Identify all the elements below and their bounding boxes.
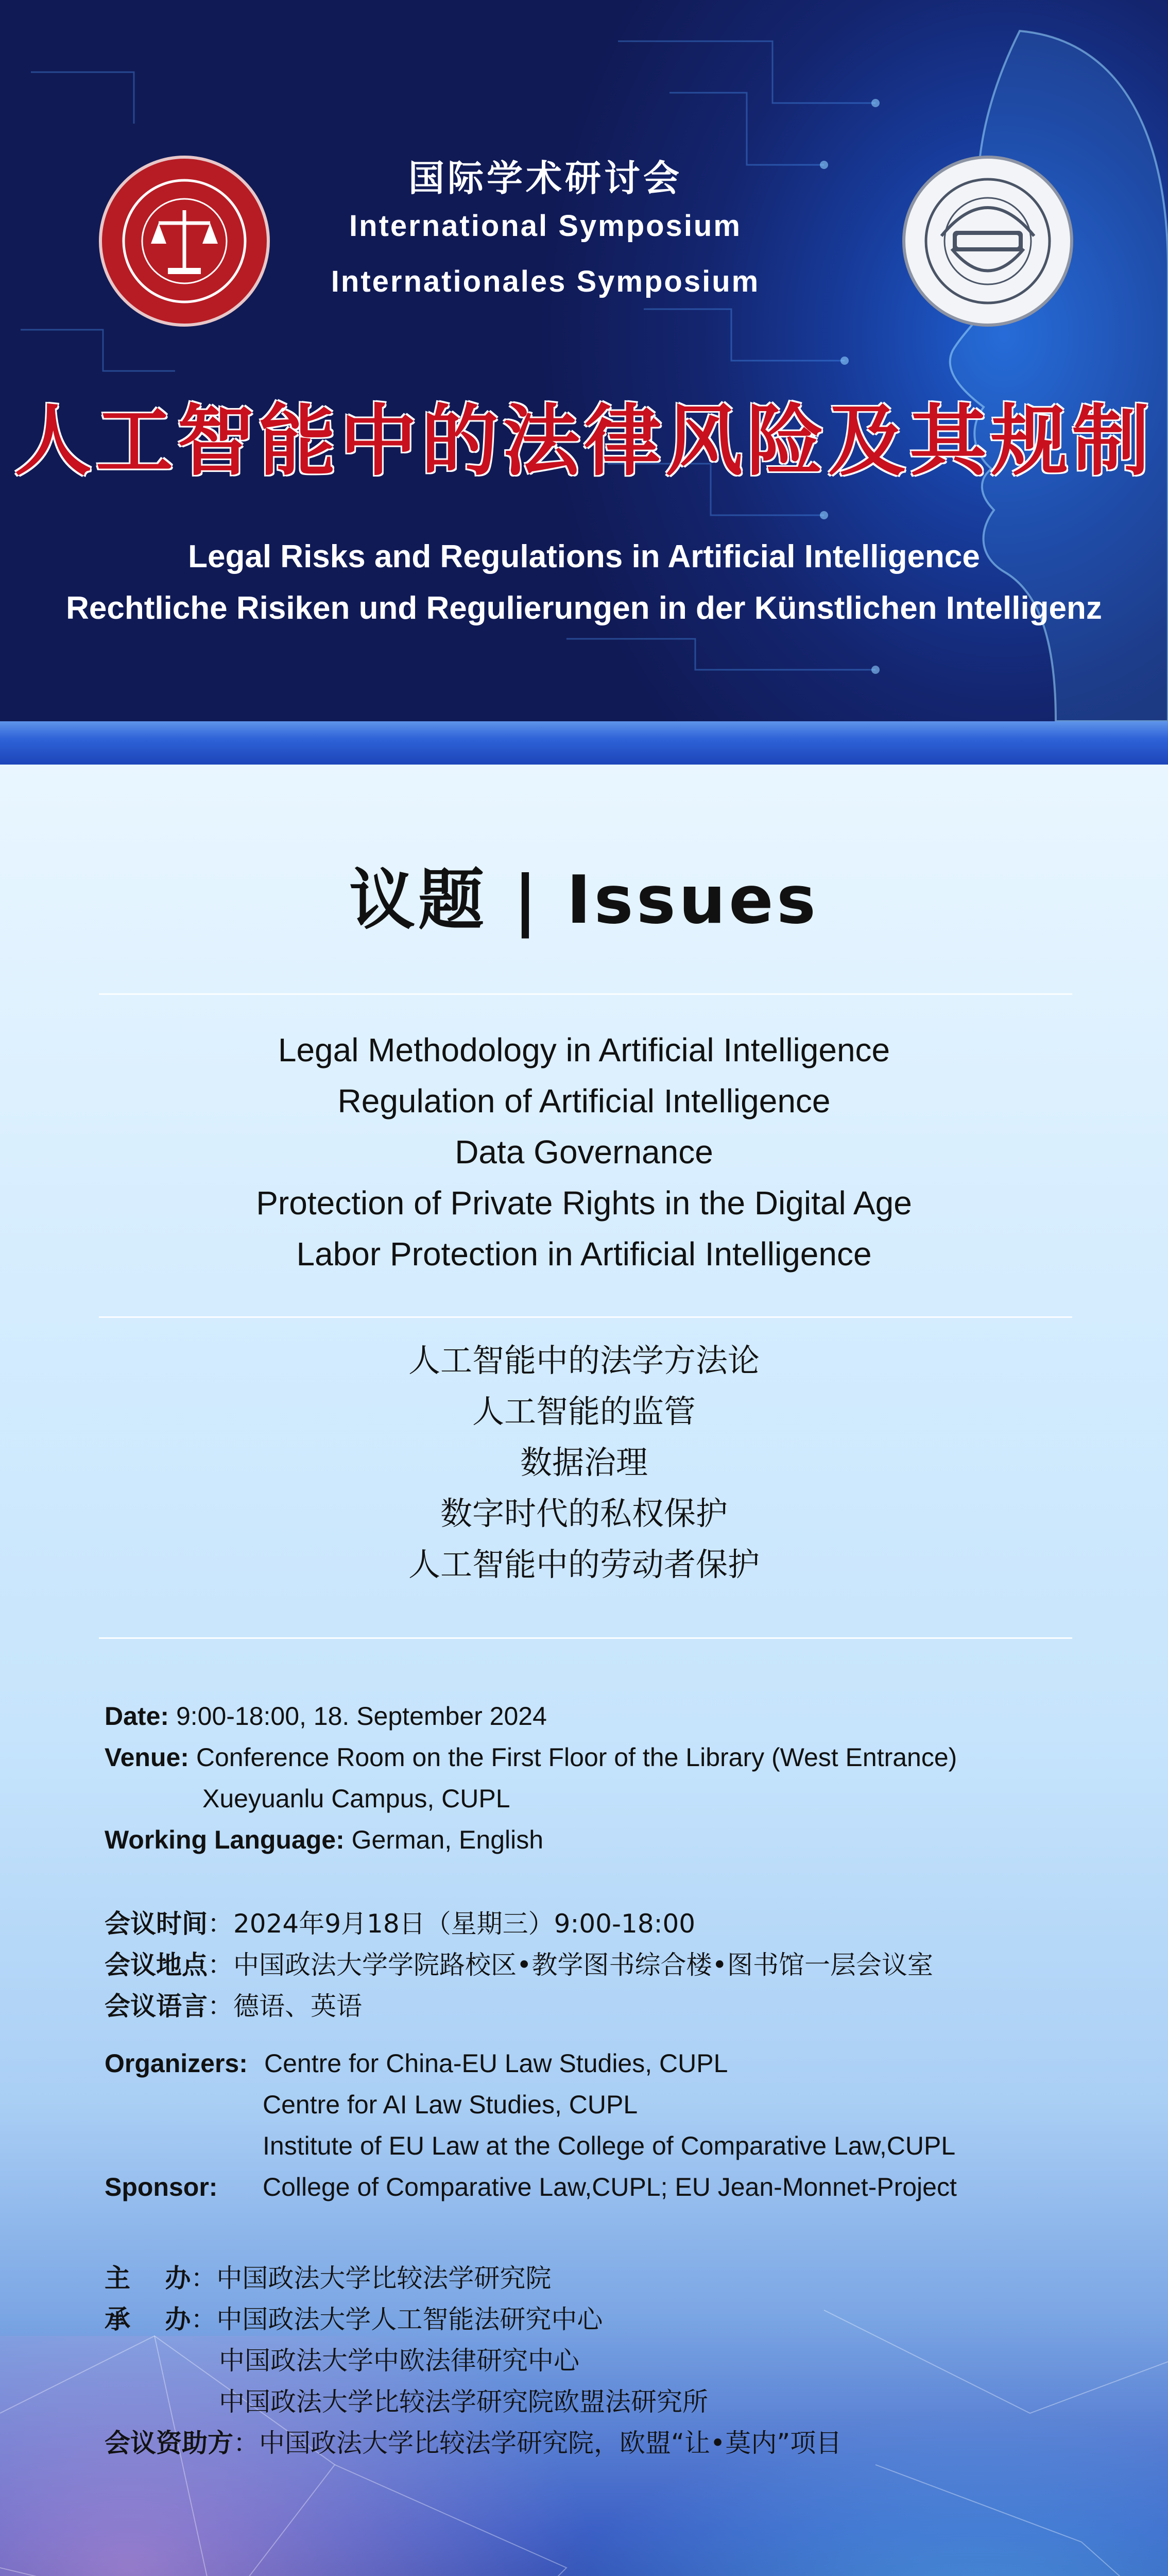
- sponsor-label: Sponsor:: [105, 2173, 218, 2201]
- list-item: Regulation of Artificial Intelligence: [337, 1082, 831, 1120]
- language-label: Working Language:: [105, 1825, 345, 1854]
- subtitle-de: Rechtliche Risiken und Regulierungen in der Künstlichen Intelligenz: [66, 590, 1102, 626]
- divider: [99, 993, 1072, 995]
- sponsor-value: College of Comparative Law,CUPL; EU Jean-Monnet-Project: [263, 2173, 957, 2201]
- funder-label-cn: 会议资助方: [105, 2428, 233, 2458]
- host-label-cn: 主 办: [105, 2263, 191, 2293]
- issues-list-en: [0, 1025, 1168, 1280]
- list-item: 人工智能中的劳动者保护: [408, 1546, 760, 1583]
- header-banner: [0, 0, 1168, 721]
- organizers-label: Organizers:: [105, 2049, 248, 2078]
- co-organizer-value-cn: ：中国政法大学人工智能法研究中心: [191, 2304, 603, 2334]
- list-item: 人工智能中的法学方法论: [408, 1342, 760, 1379]
- issues-title: 议题 | Issues: [349, 862, 819, 939]
- symposium-cn: 国际学术研讨会: [408, 157, 682, 199]
- venue-value: Conference Room on the First Floor of the Library (West Entrance): [196, 1743, 957, 1772]
- venue-label: Venue:: [105, 1743, 189, 1772]
- comparative-law-logo: [902, 156, 1073, 327]
- list-item: 数字时代的私权保护: [440, 1495, 728, 1532]
- list-item: 数据治理: [520, 1444, 648, 1481]
- organizer-item: Centre for AI Law Studies, CUPL: [263, 2090, 638, 2119]
- language-label-cn: 会议语言: [105, 1991, 208, 2021]
- list-item: 人工智能的监管: [472, 1393, 696, 1430]
- list-item: Legal Methodology in Artificial Intelligence: [278, 1031, 890, 1069]
- divider: [99, 1637, 1072, 1639]
- list-item: Protection of Private Rights in the Digital Age: [256, 1184, 912, 1222]
- funder-value-cn: ：中国政法大学比较法学研究院，欧盟“让•莫内”项目: [233, 2428, 842, 2458]
- place-label-cn: 会议地点: [105, 1950, 208, 1980]
- host-value-cn: ：中国政法大学比较法学研究院: [191, 2263, 552, 2293]
- divider: [99, 1316, 1072, 1318]
- venue-value-line2: Xueyuanlu Campus, CUPL: [202, 1784, 510, 1813]
- language-value: German, English: [351, 1825, 544, 1854]
- organizer-item: Centre for China-EU Law Studies, CUPL: [264, 2049, 728, 2078]
- date-label: Date:: [105, 1702, 169, 1731]
- date-value: 9:00-18:00, 18. September 2024: [176, 1702, 547, 1731]
- co-organizer-value-cn: 中国政法大学中欧法律研究中心: [219, 2346, 579, 2376]
- co-organizer-value-cn: 中国政法大学比较法学研究院欧盟法研究所: [219, 2387, 708, 2417]
- symposium-en: International Symposium: [349, 209, 742, 243]
- organizer-item: Institute of EU Law at the College of Comparative Law,CUPL: [263, 2131, 956, 2160]
- header-divider-band: [0, 721, 1168, 765]
- issues-list-cn: [0, 1335, 1168, 1590]
- place-value-cn: ：中国政法大学学院路校区•教学图书综合楼•图书馆一层会议室: [208, 1950, 933, 1980]
- main-title: 人工智能中的法律风险及其规制: [14, 397, 1154, 486]
- list-item: Data Governance: [455, 1133, 713, 1171]
- time-label-cn: 会议时间: [105, 1909, 208, 1939]
- subtitle-en: Legal Risks and Regulations in Artificial Intelligence: [188, 539, 980, 574]
- co-organizer-label-cn: 承 办: [105, 2304, 191, 2334]
- content-area: [0, 765, 1168, 2576]
- language-value-cn: ：德语、英语: [208, 1991, 362, 2021]
- time-value-cn: ：2024年9月18日（星期三）9:00-18:00: [208, 1909, 696, 1939]
- symposium-de: Internationales Symposium: [331, 265, 760, 298]
- list-item: Labor Protection in Artificial Intelligence: [296, 1235, 872, 1273]
